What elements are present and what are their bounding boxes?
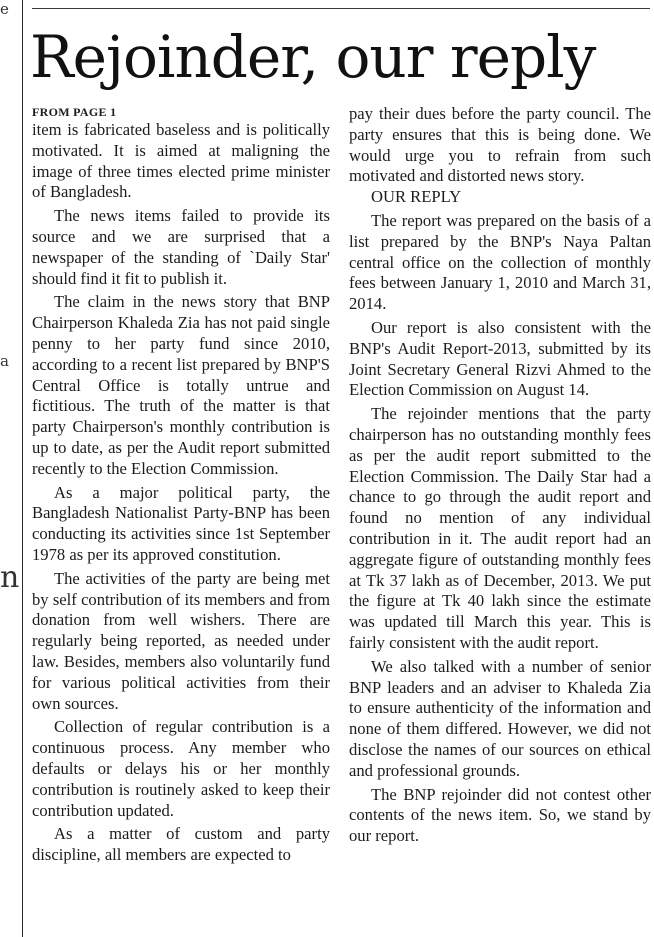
top-rule [32,8,650,9]
left-page-gutter [0,0,20,937]
gutter-fragment: a [0,352,9,370]
reply-paragraph: Our report is also consistent with the BNP's Audit Report-2013, submitted by its Joint Secretary General Rizvi Ahmed to the Election Commission on August 14. [349,317,651,400]
reply-paragraph: We also talked with a number of senior BNP leaders and an adviser to Khaleda Zia to ensure authenticity of the information and none of them differed. However, we did not disclose the names of our sources on ethical and professional grounds. [349,656,651,780]
article-paragraph: pay their dues before the party council. The party ensures that this is being done. We would urge you to refrain from such motivated and distorted news story. [349,104,651,186]
article-paragraph: As a matter of custom and party discipline, all members are expected to [32,824,330,865]
our-reply-heading: OUR REPLY [371,187,462,207]
article-paragraph: The activities of the party are being met by self contribution of its members and from donation from well wishers. There are regularly being reported, as needed under law. Besides, members also voluntarily fund for various political activities from their own sources. [32,568,330,713]
column-divider [22,0,23,937]
reply-paragraph: The report was prepared on the basis of a list prepared by the BNP's Naya Paltan central office on the collection of monthly fees between January 1, 2010 and March 31, 2014. [349,210,651,314]
headline: Rejoinder, our reply [30,23,596,91]
article-paragraph: Collection of regular contribution is a continuous process. Any member who defaults or delays his or her monthly contribution is routinely asked to keep their contribution updated. [32,717,330,820]
article-paragraph: The claim in the news story that BNP Chairperson Khaleda Zia has not paid single penny to her party fund since 2010, according to a recent list prepared by BNP'S Central Office is totally untrue and fictitious. The truth of the matter is that party Chairperson's monthly contribution is up to date, as per the Audit report submitted recently to the Election Commission. [32,292,330,478]
reply-paragraph: The rejoinder mentions that the party chairperson has no outstanding monthly fees as per the audit report submitted to the Election Commission. The Daily Star had a chance to go through the audit report and found no mention of any individual contribution in it. The audit report had an aggregate figure of outstanding monthly fees at Tk 37 lakh as of December, 2013. We put the figure at Tk 40 lakh since the estimate was updated till March this year. This is fairly consistent with the audit report. [349,404,651,652]
gutter-fragment: e [0,0,9,18]
gutter-fragment: n [0,560,20,595]
article-paragraph: item is fabricated baseless and is politically motivated. It is aimed at maligning the image of three times elected prime minister of Bangladesh. [32,120,330,202]
left-column [32,104,330,866]
kicker-from-page: FROM PAGE 1 [32,105,117,119]
right-column [349,104,651,847]
article-paragraph: As a major political party, the Bangladesh Nationalist Party-BNP has been conducting its activities since 1st September 1978 as per its approved constitution. [32,482,330,564]
reply-paragraph: The BNP rejoinder did not contest other contents of the news item. So, we stand by our report. [349,784,651,846]
article-paragraph: The news items failed to provide its source and we are surprised that a newspaper of the standing of `Daily Star' should find it fit to publish it. [32,206,330,288]
